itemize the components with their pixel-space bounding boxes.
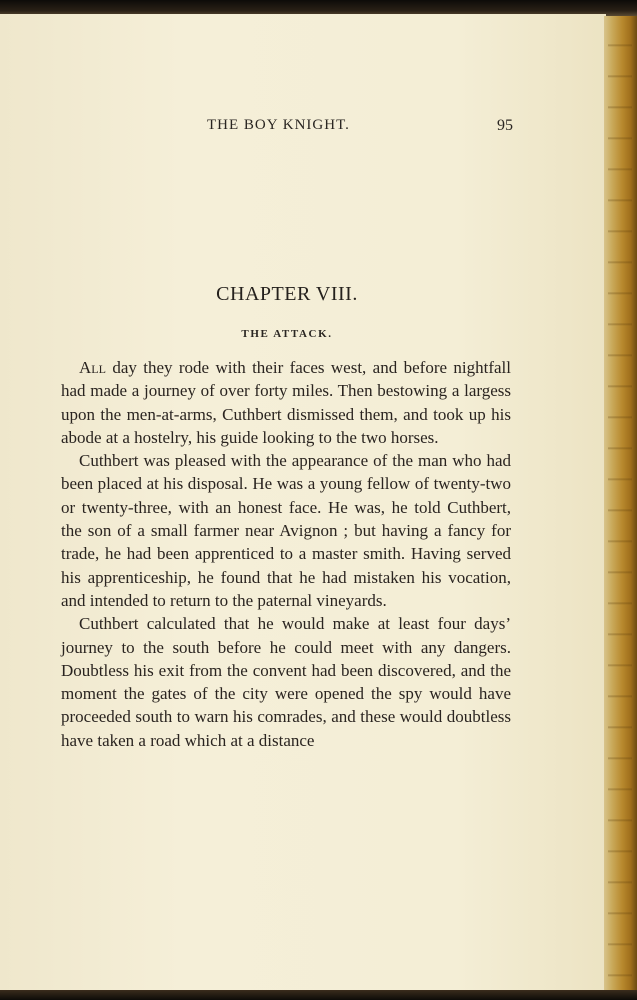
paragraph-lead-word: All <box>79 358 106 377</box>
paragraph-1-text: day they rode with their faces west, and before nightfall had made a journey of over forty miles. Then bestowing a largess upon the men-at-arms, Cuthbert dismissed them, and took up his abode at a hostelry, his guide looking to the two horses. <box>61 358 511 447</box>
paragraph-1 <box>61 356 511 449</box>
paragraph-3: Cuthbert calculated that he would make at least four days’ journey to the south before he could meet with any dangers. Doubtless his exit from the convent had been discovered, and the moment the gates of the city were opened the spy would have proceeded south to warn his comrades, and these would doubtless have taken a road which at a distance <box>61 614 511 750</box>
page-edge-leaves <box>608 16 632 992</box>
scan-bottom-border <box>0 990 637 1000</box>
chapter-subtitle: THE ATTACK. <box>241 328 333 340</box>
running-head <box>61 117 513 139</box>
running-title: THE BOY KNIGHT. <box>207 117 350 133</box>
chapter-heading: CHAPTER VIII. <box>216 283 358 305</box>
paragraph-2: Cuthbert was pleased with the appearance of the man who had been placed at his disposal. He was a young fellow of twenty-two or twenty-three, with an honest face. He was, he told Cuthbert, the son of a small farmer near Avignon ; but having a fancy for trade, he had been apprenticed to a master smith. Having served his apprenticeship, he found that he had mistaken his vocation, and intended to return to the paternal vineyards. <box>61 451 511 610</box>
page-number: 95 <box>497 117 513 134</box>
body-text <box>61 356 511 752</box>
